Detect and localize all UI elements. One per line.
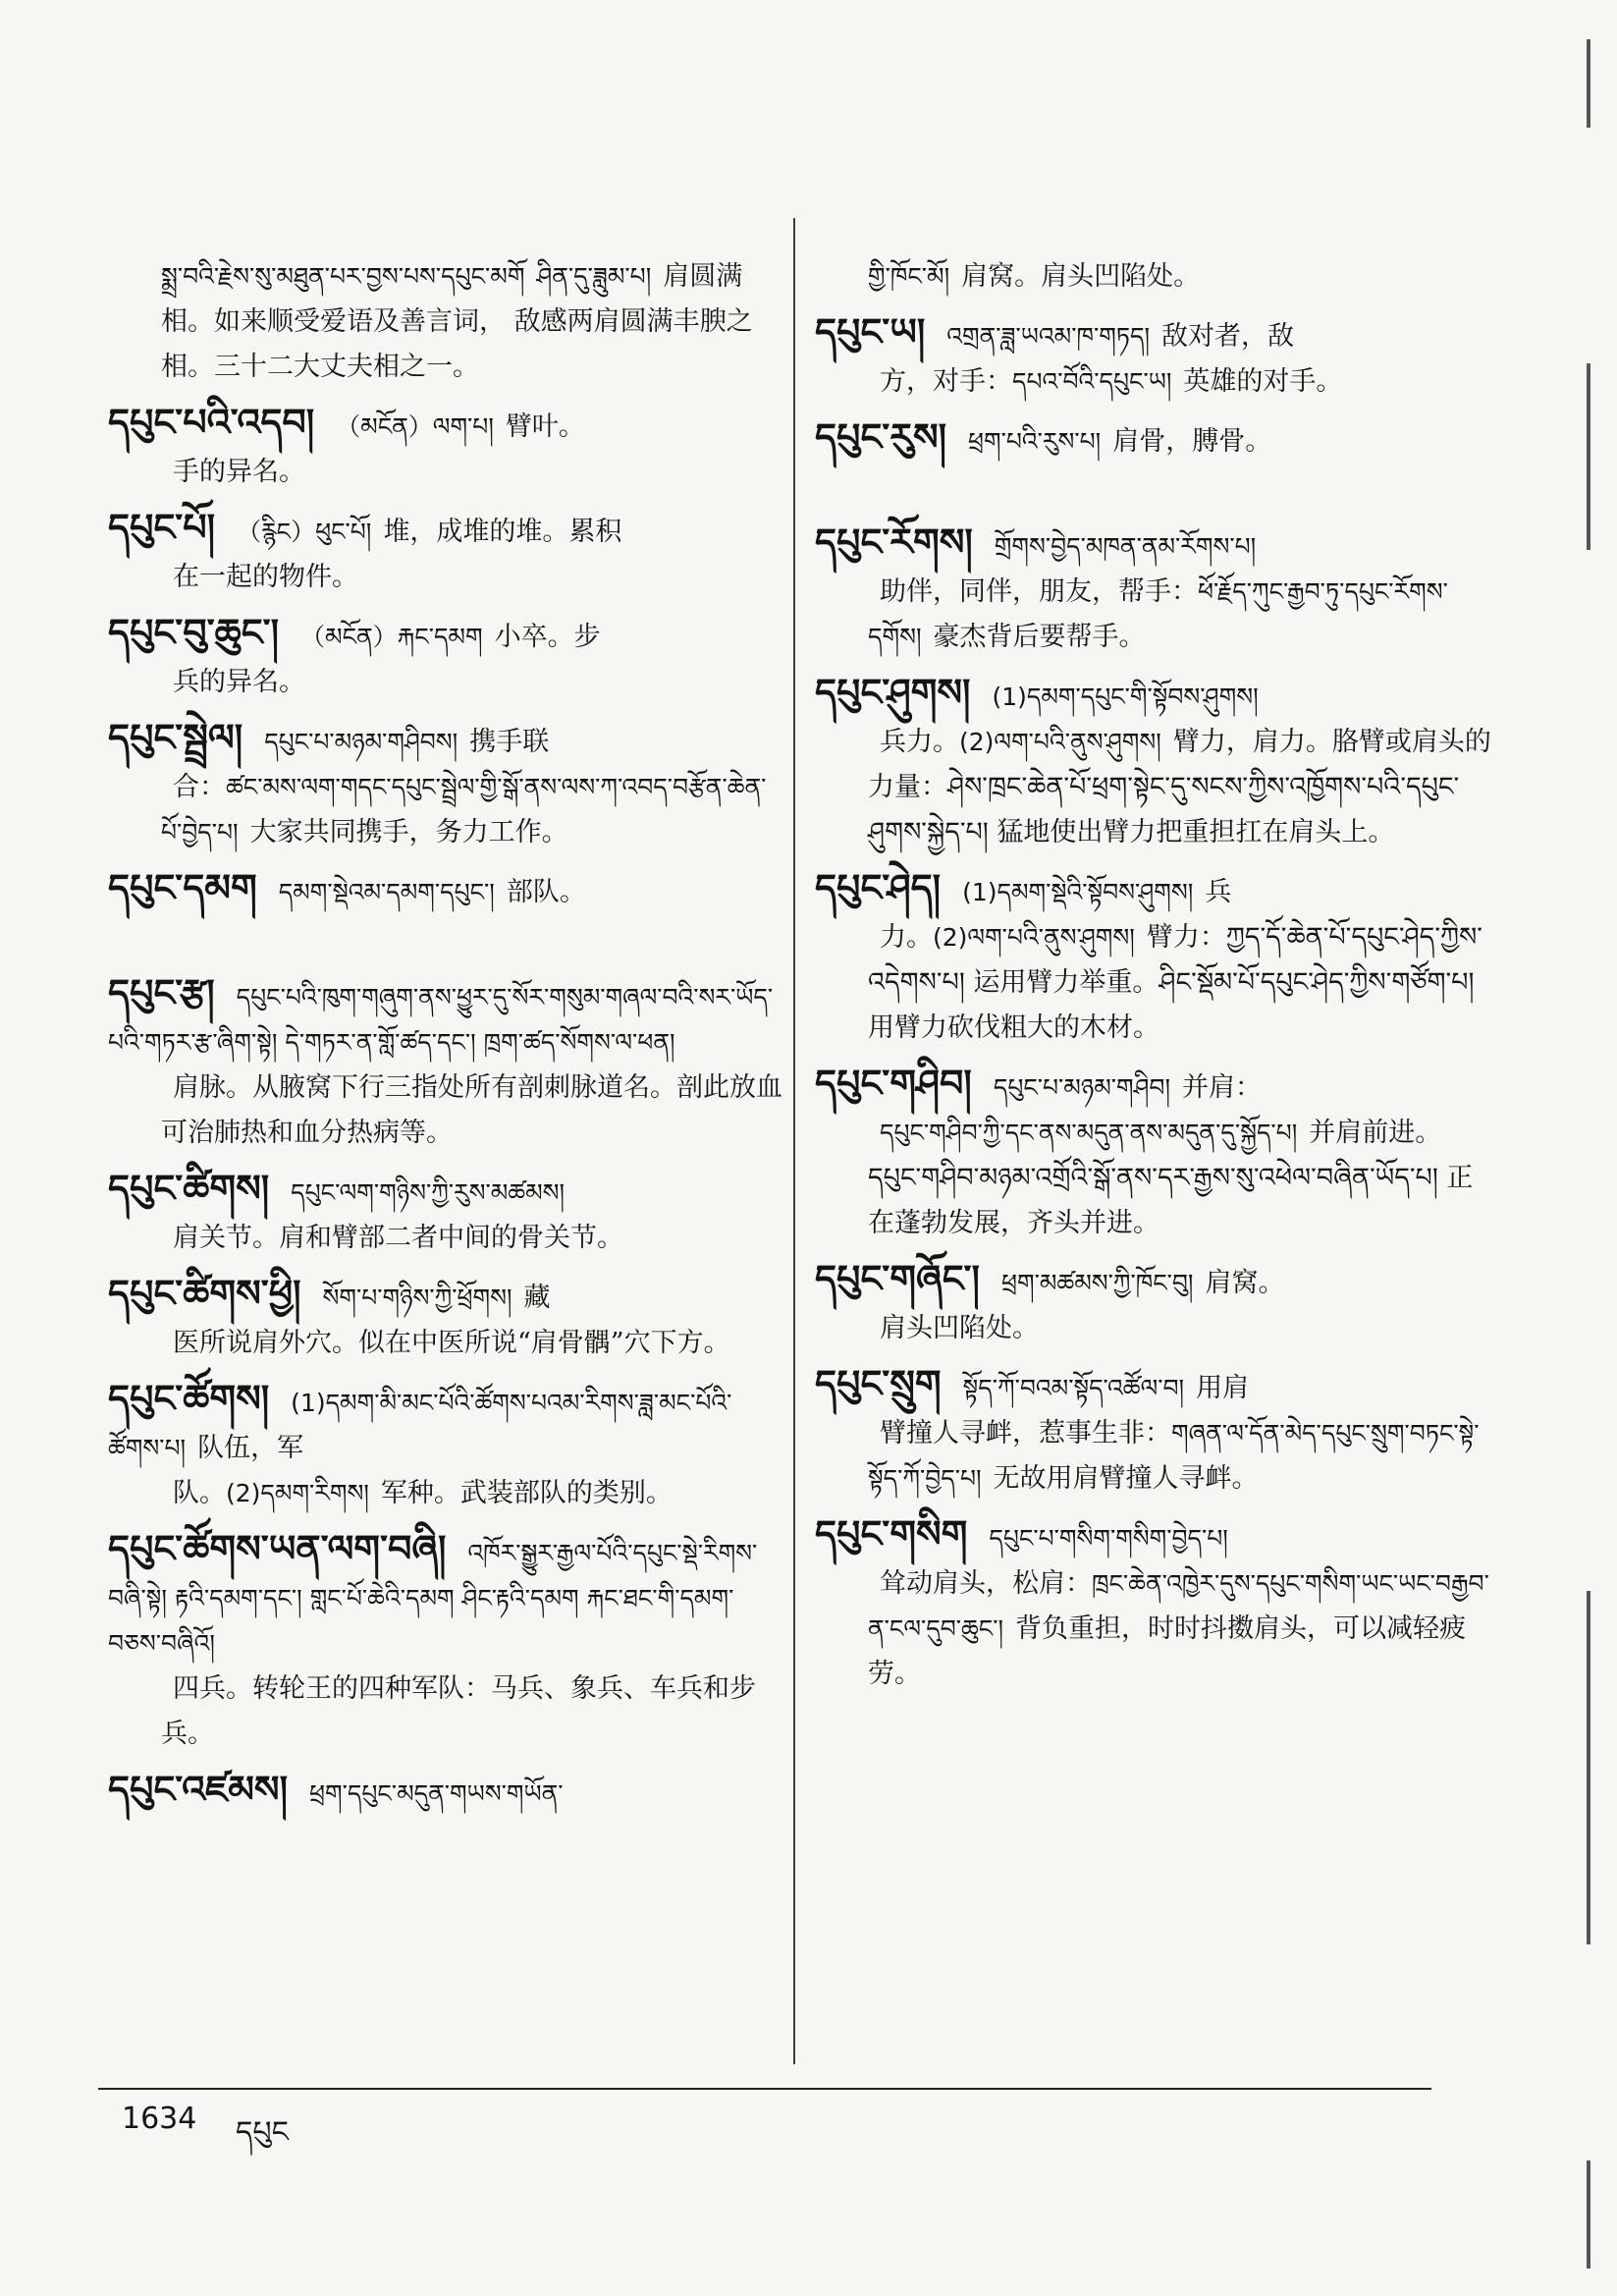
dictionary-entry — [108, 1376, 785, 1516]
tibetan-text: དཔུང་པ་མཉམ་གཤིབ། — [993, 1073, 1170, 1102]
chinese-text: 臂叶。 — [505, 411, 585, 442]
tibetan-text: ཕྲག་མཚམས་ཀྱི་ཁོང་བུ། — [1000, 1269, 1194, 1297]
headword: དཔུང་སྲུག — [815, 1362, 942, 1405]
headword: དཔུང་བུ་ཆུང་། — [108, 611, 280, 654]
tibetan-text: དཔུང་ལག་གཉིས་ཀྱི་རུས་མཚམས། — [291, 1178, 566, 1207]
dictionary-entry — [815, 1361, 1492, 1502]
chinese-text: 敌对者，敌 — [1161, 321, 1295, 352]
chinese-text: 英雄的对手。 — [1183, 366, 1343, 397]
headword: དཔུང་གཞོང་། — [815, 1257, 980, 1300]
running-head: དཔུང — [236, 2115, 289, 2150]
tibetan-text: （མངོན）ལག་པ། — [336, 412, 494, 441]
chinese-text: 藏 — [523, 1283, 551, 1313]
chinese-text: 大家共同携手，务力工作。 — [249, 817, 568, 847]
chinese-text: 助伴，同伴，朋友，帮手： — [880, 576, 1198, 607]
tibetan-text: སོག་པ་གཉིས་ཀྱི་ཕྲོགས། — [322, 1284, 512, 1312]
right-column — [815, 204, 1492, 1707]
tibetan-text: དཔུང་པ་གསིག་གསིག་བྱེད་པ། — [989, 1524, 1228, 1553]
dictionary-entry — [815, 670, 1492, 855]
tibetan-text: ཕོ་རྗོད་ཀུང་རྒྱབ་ཏུ་དཔུང་རོགས་དགོས། — [868, 577, 1448, 651]
chinese-text: 队伍，军 — [197, 1433, 304, 1463]
headword: དཔུང་ཚོགས་ཡན་ལག་བཞི། — [108, 1527, 447, 1570]
dictionary-entry — [108, 865, 785, 960]
tibetan-text: (1)དམག་མི་མང་པོའི་ཚོགས་པའམ་རིགས་ཟླ་མང་པོའི་ཚོགས་པ། — [108, 1389, 732, 1462]
chinese-text: 手的异名。 — [173, 457, 305, 487]
chinese-text: 用肩 — [1196, 1373, 1250, 1403]
dictionary-entry — [108, 715, 785, 855]
headword: དཔུང་ཤེད། — [815, 866, 942, 909]
chinese-text: 携手联 — [469, 727, 550, 757]
tibetan-text: (2)ལག་པའི་ནུས་ཤུགས། — [959, 728, 1161, 756]
chinese-text: 耸动肩头，松肩： — [880, 1568, 1092, 1599]
chinese-text: 队。 — [173, 1478, 226, 1508]
dictionary-entry — [108, 1271, 785, 1366]
dictionary-entry — [108, 400, 785, 495]
chinese-text: 臂力：ཀྱད་དོ་ཆེན་པོ་དཔུང་ཤེད་ཀྱིས་འདེགས་པ། 运用臂力举重。ཤིང་སྡོམ་པོ་དཔུང་ཤེད་ཀྱིས་གཙོག་པ། 用臂力砍伐粗大的木材。 — [868, 922, 1482, 1043]
tibetan-text: ཤིན་དུ་ཟླུམ་པ། — [536, 262, 652, 291]
chinese-text: 兵力。 — [880, 727, 959, 757]
tibetan-text: ཕྲག་པའི་རུས་པ། — [968, 427, 1102, 456]
dictionary-entry — [815, 865, 1492, 1051]
tibetan-text: (2)ལག་པའི་ནུས་ཤུགས། — [933, 923, 1135, 952]
dictionary-entry — [108, 1767, 785, 1862]
tibetan-text: དཔུང་གཤིབ་ཀྱི་དང་ནས་མདུན་ནས་མདུན་དུ་སྐྱོད་པ། — [880, 1119, 1298, 1147]
headword: དཔུང་ཡ། — [815, 310, 926, 354]
chinese-text: 医所说肩外穴。似在中医所说“肩骨髃”穴下方。 — [173, 1328, 730, 1358]
chinese-text: 并肩前进。དཔུང་གཤིབ་མཉམ་འགྲོའི་སྒོ་ནས་དར་རྒྱས་སུ་འཕེལ་བཞིན་ཡོད་པ། 正在蓬勃发展，齐头并进。 — [868, 1118, 1474, 1238]
dictionary-entry — [815, 1511, 1492, 1697]
chinese-text: 肩窝。 — [1205, 1268, 1285, 1298]
chinese-text: 部队。 — [506, 877, 586, 907]
tibetan-text: དཔའ་བོའི་དཔུང་ཡ། — [1012, 367, 1172, 396]
column-divider — [793, 218, 795, 2064]
tibetan-text: （རྙིང）ཕུང་པོ། — [237, 518, 372, 546]
tibetan-text: (2)དམག་རིགས། — [226, 1479, 369, 1507]
tibetan-text: གཞན་ལ་དོན་མེད་དཔུང་སྲུག་བཏང་སྟེ་སྟོད་ཀོ་བྱེད་པ། — [868, 1419, 1480, 1493]
left-column — [108, 204, 785, 1872]
dictionary-entry — [815, 519, 1492, 660]
headword: དཔུང་ཚིགས་ཕྱི། — [108, 1272, 301, 1315]
headword: དཔུང་ཚོགས། — [108, 1377, 270, 1420]
tibetan-text: སྟོད་ཀོ་བའམ་སྟོད་འཚོལ་བ། — [962, 1374, 1185, 1402]
headword: དཔུང་རྩ། — [108, 971, 215, 1014]
tibetan-text: འགྲན་ཟླ་ཡའམ་ཁ་གཏད། — [946, 322, 1151, 351]
chinese-text: 堆，成堆的堆。累积 — [383, 517, 622, 547]
chinese-text: 肩关节。肩和臂部二者中间的骨关节。 — [173, 1223, 623, 1253]
dictionary-entry — [108, 505, 785, 600]
headword: དཔུང་རོགས། — [815, 520, 973, 564]
headword: དཔུང་པོ། — [108, 506, 216, 549]
tibetan-text: དམག་སྡེའམ་དམག་དཔུང་། — [278, 878, 495, 906]
headword: དཔུང་སྦྲེལ། — [108, 716, 243, 759]
headword: དཔུང་པའི་འདབ། — [108, 401, 315, 444]
footer-rule — [98, 2088, 1431, 2090]
tibetan-text: དཔུང་པ་མཉམ་གཤིབས། — [264, 728, 458, 756]
headword: དཔུང་གསིག — [815, 1512, 968, 1556]
tibetan-text: འཁོར་སྒྱུར་རྒྱལ་པོའི་དཔུང་སྡེ་རིགས་བཞི་སྟེ། རྟའི་དམག་དང་། གླང་པོ་ཆེའི་དམག ཤིང་རྟའི་དམག རྐང་ཐང་གི་དམག་བཅས་བཞིའོ། — [108, 1539, 758, 1658]
tibetan-text: ཚང་མས་ལག་གདང་དཔུང་སྦྲེལ་གྱི་སྒོ་ནས་ལས་ཀ་འབད་བརྩོན་ཆེན་པོ་བྱེད་པ། — [161, 773, 767, 847]
dictionary-entry — [108, 1166, 785, 1261]
scan-edge-mark — [1587, 39, 1590, 128]
tibetan-text: གྱི་ཁོང་མོ། — [868, 262, 950, 291]
chinese-text: 军种。武装部队的类别。 — [380, 1478, 673, 1508]
page-number: 1634 — [122, 2102, 197, 2136]
headword: དཔུང་དམག — [108, 866, 257, 909]
tibetan-text: སྨྲ་བའི་རྗེས་སུ་མཐུན་པར་བྱས་པས་དཔུང་མགོ — [161, 262, 525, 291]
dictionary-entry — [815, 309, 1492, 405]
chinese-text: 力。 — [880, 922, 933, 953]
tibetan-text: （མངོན）རྐང་དམག — [300, 623, 483, 651]
dictionary-entry — [815, 204, 1492, 300]
dictionary-entry — [108, 1526, 785, 1757]
chinese-text: 兵 — [1205, 877, 1232, 907]
dictionary-entry — [815, 1256, 1492, 1351]
chinese-text: 肩头凹陷处。 — [880, 1313, 1039, 1343]
tibetan-text: ཁྲང་ཆེན་འཁྱེར་དུས་དཔུང་གསིག་ཡང་ཡང་བརྒྱབ་ན་ངལ་དུབ་ཆུང་། — [868, 1569, 1489, 1643]
chinese-text: 无故用肩臂撞人寻衅。 — [993, 1463, 1259, 1494]
chinese-text: 肩圆满相。如来顺受爱语及善言词， 敌感两肩圆满丰腴之相。三十二大丈夫相之一。 — [161, 261, 753, 382]
tibetan-text: ཕྲག་དཔུང་མདུན་གཡས་གཡོན་ — [309, 1779, 564, 1808]
chinese-text: 肩骨，膊骨。 — [1112, 426, 1272, 457]
chinese-text: 在一起的物件。 — [173, 562, 358, 592]
dictionary-entry — [815, 414, 1492, 510]
chinese-text: 兵的异名。 — [173, 667, 305, 697]
chinese-text: 臂力，肩力。胳臂或肩头的力量：ཤེས་ཁྲང་ཆེན་པོ་ཕྲག་སྟེང་དུ་སངས་ཀྱིས་འཁྱོགས་པའི་དཔུང་ཤུགས་སྐྱེད་པ། 猛地使出臂力把重担扛在肩头上。 — [868, 727, 1491, 847]
chinese-text: 豪杰背后要帮手。 — [933, 622, 1146, 652]
chinese-text: 方，对手： — [880, 366, 1012, 397]
headword: དཔུང་རུས། — [815, 415, 947, 459]
dictionary-entry — [108, 204, 785, 390]
chinese-text: 肩脉。从腋窝下行三指处所有剖刺脉道名。剖此放血可治肺热和血分热病等。 — [161, 1072, 782, 1148]
scan-edge-mark — [1587, 1591, 1590, 1944]
chinese-text: 四兵。转轮王的四种军队：马兵、象兵、车兵和步兵。 — [161, 1673, 756, 1749]
tibetan-text: གྲོགས་བྱེད་མཁན་ནམ་རོགས་པ། — [994, 532, 1257, 561]
tibetan-text: དཔུང་པའི་ཁུག་གཞུག་ནས་ཕྱུར་དུ་སོར་གསུམ་གཞལ་བའི་སར་ཡོད་པའི་གཏར་རྩ་ཞིག་སྟེ། དེ་གཏར་ན་གློ་ཚད་དང་། ཁྲག་ཚད་སོགས་ལ་ཕན། — [108, 983, 774, 1057]
dictionary-entry — [108, 970, 785, 1156]
headword: དཔུང་འཛམས། — [108, 1768, 289, 1811]
scan-edge-mark — [1587, 2160, 1590, 2269]
scan-edge-mark — [1587, 363, 1590, 550]
headword: དཔུང་ཚིགས། — [108, 1167, 270, 1210]
chinese-text: 臂撞人寻衅，惹事生非： — [880, 1418, 1171, 1449]
dictionary-entry — [815, 1061, 1492, 1246]
chinese-text: 并肩： — [1182, 1072, 1262, 1103]
tibetan-text: (1)དམག་དཔུང་གི་སྟོབས་ཤུགས། — [992, 683, 1259, 711]
tibetan-text: (1)དམག་སྡེའི་སྟོབས་ཤུགས། — [962, 878, 1194, 906]
dictionary-entry — [108, 610, 785, 705]
chinese-text: 背负重担，时时抖擞肩头，可以减轻疲劳。 — [868, 1613, 1467, 1689]
chinese-text: 小卒。步 — [494, 622, 601, 652]
chinese-text: 肩窝。肩头凹陷处。 — [961, 261, 1201, 292]
headword: དཔུང་ཤུགས། — [815, 671, 971, 714]
chinese-text: 合： — [173, 772, 226, 802]
headword: དཔུང་གཤིབ། — [815, 1062, 972, 1105]
